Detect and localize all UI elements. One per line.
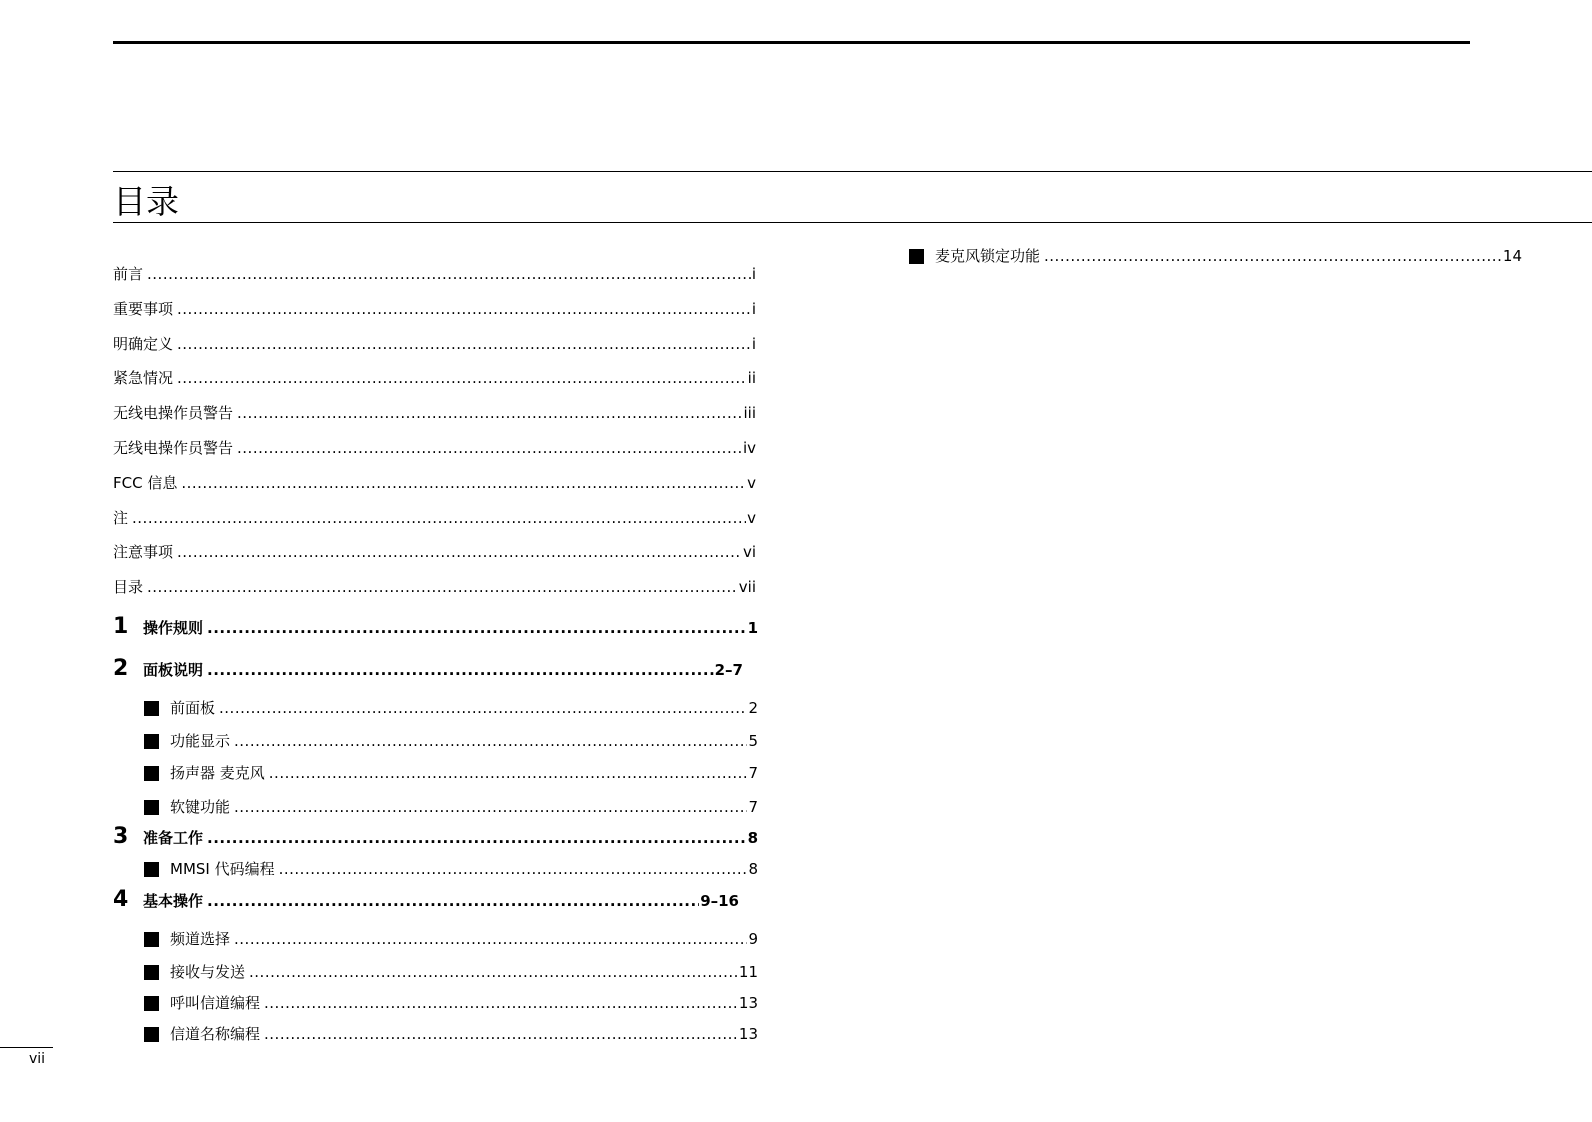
toc-section[interactable]: [144, 797, 758, 817]
chapter-page: 1: [747, 619, 758, 637]
square-bullet-icon: [144, 800, 159, 815]
toc-entry-label: 重要事项: [113, 300, 174, 318]
toc-chapter[interactable]: [113, 656, 743, 681]
chapter-number: 2: [113, 656, 129, 681]
toc-chapter[interactable]: [113, 887, 739, 912]
toc-entry[interactable]: [113, 438, 756, 458]
toc-entry[interactable]: [113, 473, 756, 493]
toc-entry-page: iii: [743, 404, 756, 422]
square-bullet-icon: [144, 701, 159, 716]
leader-dots: [219, 698, 747, 718]
toc-entry-page: v: [747, 474, 756, 492]
leader-dots: [249, 962, 738, 982]
toc-section[interactable]: [144, 962, 758, 982]
toc-entry-page: v: [747, 509, 756, 527]
section-label: 功能显示: [170, 732, 231, 750]
leader-dots: [207, 828, 747, 848]
leader-dots: [177, 368, 747, 388]
toc-entry-label: 无线电操作员警告: [113, 439, 234, 457]
toc-entry[interactable]: [113, 577, 756, 597]
section-page: 7: [748, 764, 758, 782]
toc-entry-page: vi: [742, 543, 756, 561]
toc-section[interactable]: [144, 1024, 758, 1044]
toc-chapter[interactable]: [113, 824, 758, 849]
toc-entry[interactable]: [113, 542, 756, 562]
leader-dots: [132, 508, 746, 528]
toc-entry-label: 注意事项: [113, 543, 174, 561]
chapter-number: 1: [113, 614, 129, 639]
toc-entry-page: i: [751, 300, 756, 318]
toc-entry[interactable]: [113, 299, 756, 319]
section-page: 14: [1502, 247, 1522, 265]
chapter-page: 8: [747, 829, 758, 847]
square-bullet-icon: [909, 249, 924, 264]
title-rule-bottom: [113, 222, 1592, 223]
toc-entry-page: vii: [738, 578, 756, 596]
section-label: 接收与发送: [170, 963, 246, 981]
toc-entry-label: 明确定义: [113, 335, 174, 353]
section-label: 软键功能: [170, 798, 231, 816]
toc-entry-page: iv: [742, 439, 756, 457]
square-bullet-icon: [144, 965, 159, 980]
toc-entry-label: FCC 信息: [113, 474, 178, 492]
toc-section[interactable]: [144, 929, 758, 949]
leader-dots: [207, 891, 699, 911]
section-label: 麦克风锁定功能: [935, 247, 1041, 265]
chapter-label: 准备工作: [143, 829, 204, 847]
toc-section[interactable]: [144, 731, 758, 751]
section-page: 5: [748, 732, 758, 750]
toc-entry[interactable]: [113, 508, 756, 528]
section-page: 7: [748, 798, 758, 816]
toc-entry-page: i: [751, 265, 756, 283]
section-label: 信道名称编程: [170, 1025, 261, 1043]
page-title: 目录: [113, 182, 179, 221]
chapter-label: 基本操作: [143, 892, 204, 910]
leader-dots: [237, 403, 742, 423]
top-rule: [113, 41, 1470, 44]
toc-entry-page: i: [751, 335, 756, 353]
square-bullet-icon: [144, 996, 159, 1011]
chapter-page: 2–7: [714, 661, 743, 679]
section-page: 11: [738, 963, 758, 981]
chapter-label: 操作规则: [143, 619, 204, 637]
footer-page-number: vii: [29, 1051, 46, 1067]
toc-section[interactable]: [144, 993, 758, 1013]
leader-dots: [237, 438, 742, 458]
toc-chapter[interactable]: [113, 614, 758, 639]
section-label: 频道选择: [170, 930, 231, 948]
toc-section[interactable]: [909, 246, 1522, 266]
leader-dots: [279, 859, 748, 879]
toc-section[interactable]: [144, 763, 758, 783]
leader-dots: [177, 299, 751, 319]
square-bullet-icon: [144, 766, 159, 781]
chapter-number: 3: [113, 824, 129, 849]
toc-entry-label: 注: [113, 509, 129, 527]
leader-dots: [177, 542, 742, 562]
leader-dots: [234, 797, 747, 817]
toc-entry[interactable]: [113, 334, 756, 354]
leader-dots: [207, 660, 714, 680]
title-rule-top: [113, 171, 1592, 172]
toc-entry-label: 无线电操作员警告: [113, 404, 234, 422]
section-page: 9: [748, 930, 758, 948]
leader-dots: [147, 577, 738, 597]
leader-dots: [177, 334, 751, 354]
square-bullet-icon: [144, 734, 159, 749]
square-bullet-icon: [144, 862, 159, 877]
section-label: 呼叫信道编程: [170, 994, 261, 1012]
section-page: 13: [738, 1025, 758, 1043]
chapter-page: 9–16: [700, 892, 739, 910]
toc-section[interactable]: [144, 698, 758, 718]
leader-dots: [1044, 246, 1502, 266]
leader-dots: [181, 473, 746, 493]
section-page: 8: [748, 860, 758, 878]
footer-rule: [0, 1047, 53, 1048]
leader-dots: [234, 731, 747, 751]
section-label: MMSI 代码编程: [170, 860, 275, 878]
chapter-number: 4: [113, 887, 129, 912]
section-page: 13: [738, 994, 758, 1012]
toc-entry-label: 前言: [113, 265, 144, 283]
toc-entry-label: 目录: [113, 578, 144, 596]
toc-section[interactable]: [144, 859, 758, 879]
section-label: 扬声器 麦克风: [170, 764, 265, 782]
section-page: 2: [748, 699, 758, 717]
leader-dots: [234, 929, 747, 949]
leader-dots: [264, 993, 738, 1013]
toc-entry-label: 紧急情况: [113, 369, 174, 387]
square-bullet-icon: [144, 1027, 159, 1042]
leader-dots: [147, 264, 751, 284]
toc-entry-page: ii: [747, 369, 756, 387]
square-bullet-icon: [144, 932, 159, 947]
leader-dots: [264, 1024, 738, 1044]
toc-entry[interactable]: [113, 264, 756, 284]
leader-dots: [269, 763, 748, 783]
toc-entry[interactable]: [113, 403, 756, 423]
chapter-label: 面板说明: [143, 661, 204, 679]
leader-dots: [207, 618, 747, 638]
toc-entry[interactable]: [113, 368, 756, 388]
section-label: 前面板: [170, 699, 216, 717]
